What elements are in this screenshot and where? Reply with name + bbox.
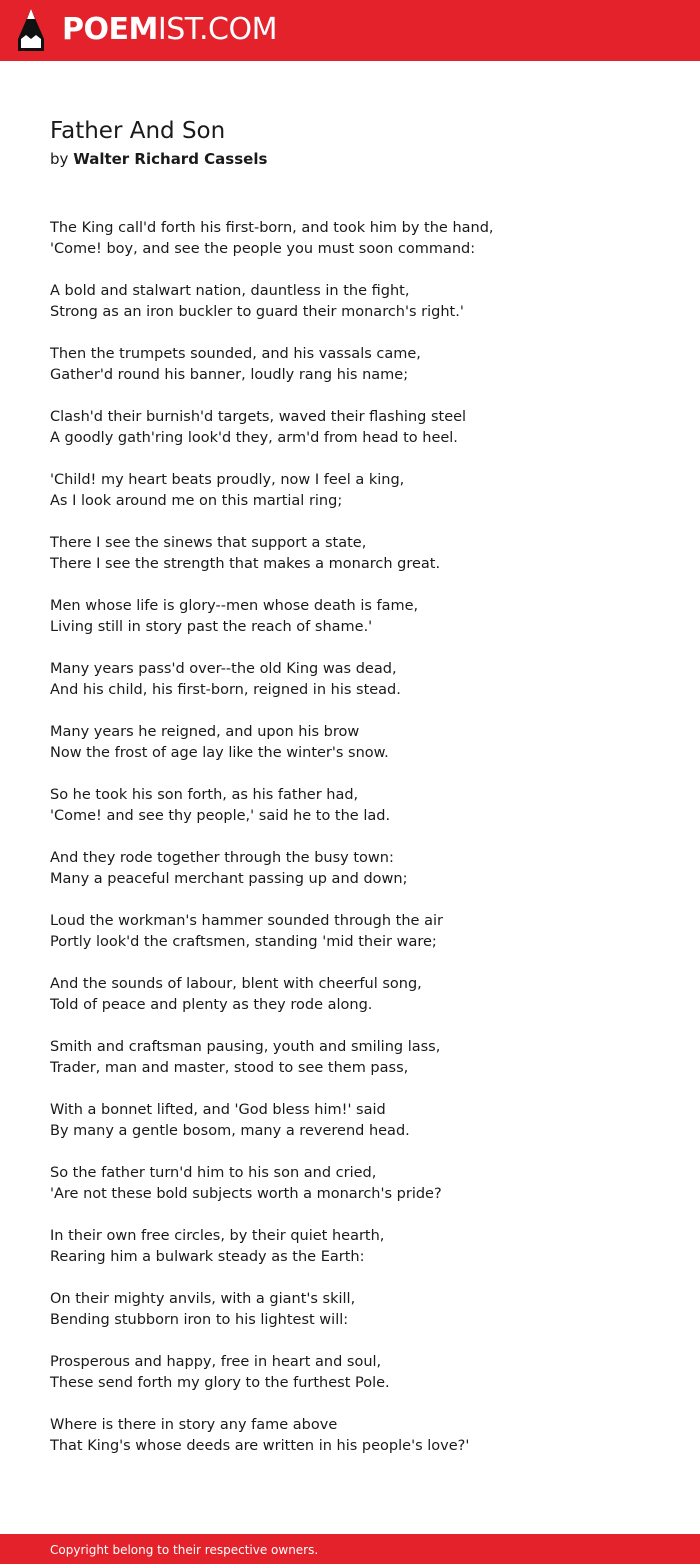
stanza <box>50 533 670 575</box>
poem-title: Father And Son <box>50 118 226 144</box>
poem-line: Living still in story past the reach of shame.' <box>50 619 373 635</box>
stanza <box>50 1163 670 1205</box>
poem-line: Told of peace and plenty as they rode along. <box>50 997 373 1013</box>
author-name: Walter Richard Cassels <box>73 150 268 168</box>
poem-line: So he took his son forth, as his father had, <box>50 787 359 803</box>
poem-line: Portly look'd the craftsmen, standing 'mid their ware; <box>50 934 437 950</box>
poem-line: As I look around me on this martial ring; <box>50 493 343 509</box>
poem-line: These send forth my glory to the furthest Pole. <box>50 1375 390 1391</box>
copyright-text: Copyright belong to their respective owners. <box>50 1543 319 1557</box>
stanza <box>50 911 670 953</box>
poem-line: Many years pass'd over--the old King was dead, <box>50 661 397 677</box>
stanza <box>50 785 670 827</box>
poem-body <box>50 218 670 1478</box>
stanza <box>50 1289 670 1331</box>
poem-line: And the sounds of labour, blent with cheerful song, <box>50 976 422 992</box>
stanza <box>50 1037 670 1079</box>
stanza <box>50 596 670 638</box>
stanza <box>50 470 670 512</box>
stanza <box>50 659 670 701</box>
stanza <box>50 344 670 386</box>
poem-line: Men whose life is glory--men whose death is fame, <box>50 598 419 614</box>
poem-line: Rearing him a bulwark steady as the Earth: <box>50 1249 365 1265</box>
poem-line: 'Are not these bold subjects worth a monarch's pride? <box>50 1186 442 1202</box>
stanza <box>50 218 670 260</box>
poem-line: Many years he reigned, and upon his brow <box>50 724 360 740</box>
poem-line: A bold and stalwart nation, dauntless in the fight, <box>50 283 410 299</box>
poem-line: Loud the workman's hammer sounded through the air <box>50 913 443 929</box>
poem-line: On their mighty anvils, with a giant's skill, <box>50 1291 356 1307</box>
stanza <box>50 1415 670 1457</box>
poem-line: Smith and craftsman pausing, youth and smiling lass, <box>50 1039 441 1055</box>
poem-line: 'Come! and see thy people,' said he to the lad. <box>50 808 391 824</box>
stanza <box>50 848 670 890</box>
pencil-tip-icon[interactable] <box>18 9 44 51</box>
poem-line: There I see the strength that makes a monarch great. <box>50 556 441 572</box>
stanza <box>50 281 670 323</box>
poem-line: By many a gentle bosom, many a reverend head. <box>50 1123 410 1139</box>
logo-light-text: IST.COM <box>157 12 277 47</box>
poem-line: Trader, man and master, stood to see them pass, <box>50 1060 409 1076</box>
poem-line: There I see the sinews that support a state, <box>50 535 367 551</box>
poem-line: Strong as an iron buckler to guard their monarch's right.' <box>50 304 464 320</box>
poem-line: With a bonnet lifted, and 'God bless him!' said <box>50 1102 386 1118</box>
poem-line: Now the frost of age lay like the winter's snow. <box>50 745 389 761</box>
stanza <box>50 1100 670 1142</box>
poem-line: That King's whose deeds are written in his people's love?' <box>50 1438 470 1454</box>
stanza <box>50 1352 670 1394</box>
logo-bold-text: POEM <box>62 12 158 47</box>
stanza <box>50 407 670 449</box>
poem-line: 'Child! my heart beats proudly, now I feel a king, <box>50 472 405 488</box>
stanza <box>50 722 670 764</box>
poem-line: So the father turn'd him to his son and cried, <box>50 1165 377 1181</box>
poem-line: Clash'd their burnish'd targets, waved their flashing steel <box>50 409 467 425</box>
poem-line: Prosperous and happy, free in heart and soul, <box>50 1354 382 1370</box>
poem-line: In their own free circles, by their quiet hearth, <box>50 1228 385 1244</box>
stanza <box>50 974 670 1016</box>
poem-line: Gather'd round his banner, loudly rang his name; <box>50 367 409 383</box>
poem-line: Where is there in story any fame above <box>50 1417 338 1433</box>
by-label: by <box>50 150 69 168</box>
poem-line: And his child, his first-born, reigned in his stead. <box>50 682 401 698</box>
poem-line: And they rode together through the busy town: <box>50 850 394 866</box>
byline <box>50 148 267 170</box>
stanza <box>50 1226 670 1268</box>
poem-line: Then the trumpets sounded, and his vassals came, <box>50 346 421 362</box>
site-logo[interactable] <box>62 13 277 47</box>
site-header <box>0 0 700 61</box>
poem-line: 'Come! boy, and see the people you must soon command: <box>50 241 476 257</box>
poem-line: Bending stubborn iron to his lightest will: <box>50 1312 349 1328</box>
poem-line: Many a peaceful merchant passing up and down; <box>50 871 408 887</box>
poem-line: The King call'd forth his first-born, and took him by the hand, <box>50 220 494 236</box>
poem-line: A goodly gath'ring look'd they, arm'd from head to heel. <box>50 430 458 446</box>
site-footer <box>0 1534 700 1564</box>
